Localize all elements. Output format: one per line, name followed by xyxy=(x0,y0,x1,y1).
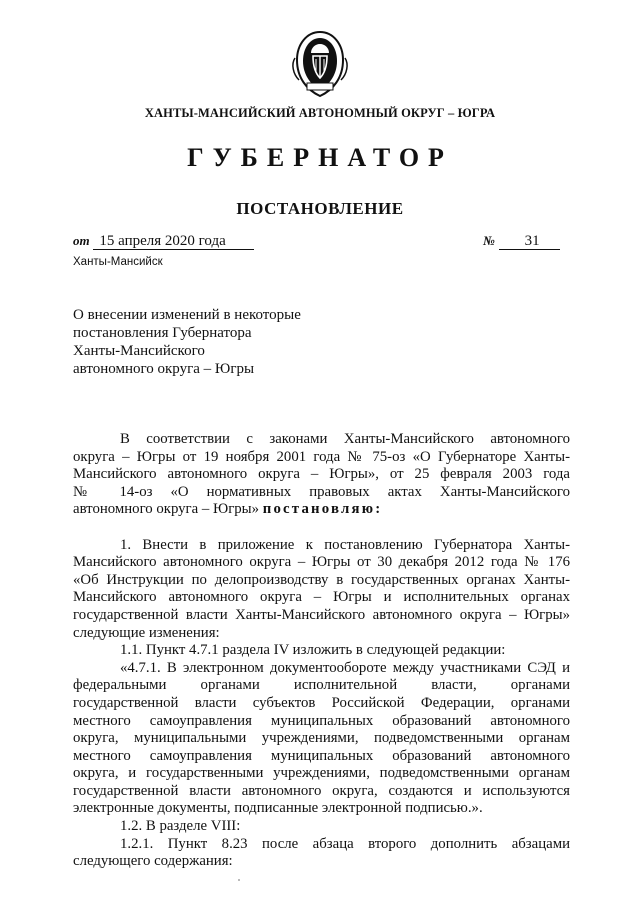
item-1-line: Мансийского автономного округа – Югры и исполнительных органах xyxy=(73,589,570,606)
item-1-line: 1. Внести в приложение к постановлению Губернатора Ханты- xyxy=(120,536,570,553)
document-number: 31 xyxy=(499,234,560,250)
number-row xyxy=(483,233,560,250)
coat-of-arms-icon xyxy=(289,28,351,100)
preamble-line: Мансийского автономного округа – Югры», от 25 февраля 2003 года xyxy=(73,466,570,483)
city: Ханты-Мансийск xyxy=(73,256,163,268)
quote-line: государственной власти субъектов Российской Федерации, органами xyxy=(73,694,570,711)
preamble-line: № 14-оз «О нормативных правовых актах Ханты-Мансийского xyxy=(73,483,570,500)
document-body xyxy=(73,431,570,871)
quote-line: федеральными органами исполнительной власти, органами xyxy=(73,677,570,694)
document-subject xyxy=(73,306,373,378)
item-1-1-line: 1.1. Пункт 4.7.1 раздела IV изложить в следующей редакции: xyxy=(120,642,506,659)
quote-line: местного самоуправления муниципальных образований автономного xyxy=(73,747,570,764)
preamble-line-final xyxy=(73,501,570,519)
subject-line: постановления Губернатора xyxy=(73,325,252,341)
item-1-line: Мансийского автономного округа – Югры от 30 декабря 2012 года № 176 xyxy=(73,554,570,571)
quote-line: местного самоуправления муниципальных образований автономного xyxy=(73,712,570,729)
date-row xyxy=(73,233,254,250)
preamble xyxy=(73,431,570,519)
quote-line: государственной власти автономного округа, создаются и используются xyxy=(73,782,570,799)
subject-line: О внесении изменений в некоторые xyxy=(73,307,301,323)
item-1-2-line: 1.2. В разделе VIII: xyxy=(120,818,241,835)
quote-line: округа, и государственными учреждениями, подведомственными органам xyxy=(73,765,570,782)
item-1-1 xyxy=(73,642,570,660)
item-1-2-1 xyxy=(73,836,570,871)
resolve-word: постановляю: xyxy=(262,501,383,518)
item-1-2 xyxy=(73,818,570,836)
date-prefix: от xyxy=(73,233,90,248)
preamble-line: В соответствии с законами Ханты-Мансийского автономного xyxy=(120,431,570,447)
item-1-line: «Об Инструкции по делопроизводству в государственных органах Ханты- xyxy=(73,571,570,588)
subject-line: Ханты-Мансийского xyxy=(73,343,205,359)
region-title: ХАНТЫ-МАНСИЙСКИЙ АВТОНОМНЫЙ ОКРУГ – ЮГРА xyxy=(144,106,496,120)
item-1-line: следующие изменения: xyxy=(73,624,220,641)
governor-title: ГУБЕРНАТОР xyxy=(187,143,453,172)
preamble-last-text: автономного округа – Югры» xyxy=(73,501,260,518)
quote-line: округа, муниципальными учреждениями, подведомственными органам xyxy=(73,730,570,747)
item-1-line: государственной власти Ханты-Мансийского автономного округа – Югры» xyxy=(73,606,570,623)
number-prefix: № xyxy=(483,233,495,248)
quote-line: «4.7.1. В электронном документообороте между участниками СЭД и xyxy=(120,659,570,676)
document-date: 15 апреля 2020 года xyxy=(93,234,253,250)
item-1-2-1-line: следующего содержания: xyxy=(73,853,233,870)
item-1 xyxy=(73,537,570,643)
document-type: ПОСТАНОВЛЕНИЕ xyxy=(236,199,404,218)
preamble-line: округа – Югры от 19 ноября 2001 года № 75-оз «О Губернаторе Ханты- xyxy=(73,448,570,465)
subject-line: автономного округа – Югры xyxy=(73,361,255,377)
quote-4-7-1 xyxy=(73,660,570,818)
scan-dot xyxy=(238,879,240,881)
quote-line: электронные документы, подписанные электронной подписью.». xyxy=(73,800,483,817)
item-1-2-1-line: 1.2.1. Пункт 8.23 после абзаца второго дополнить абзацами xyxy=(120,835,570,852)
